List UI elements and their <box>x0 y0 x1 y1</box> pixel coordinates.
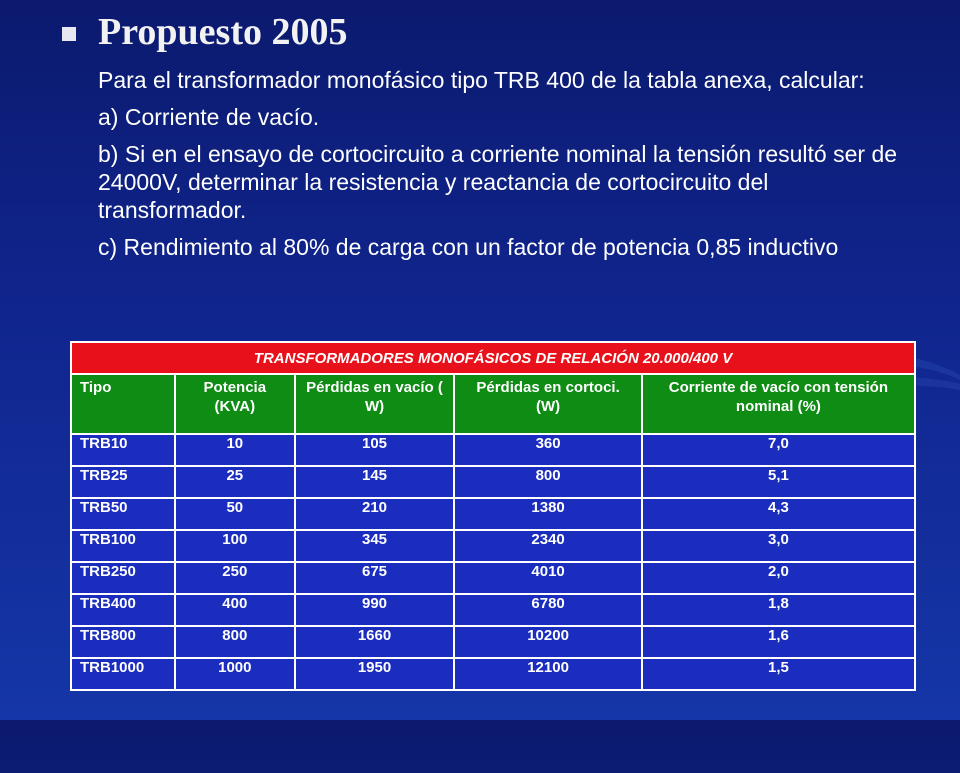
cell-tipo: TRB50 <box>71 498 175 530</box>
cell-perdidas-cortocircuito: 2340 <box>454 530 642 562</box>
header-potencia: Potencia (KVA) <box>175 374 295 434</box>
table-row <box>71 594 915 626</box>
cell-tipo: TRB400 <box>71 594 175 626</box>
cell-tipo: TRB800 <box>71 626 175 658</box>
table-row <box>71 498 915 530</box>
cell-perdidas-cortocircuito: 4010 <box>454 562 642 594</box>
header-perdidas-vacio: Pérdidas en vacío ( W) <box>295 374 455 434</box>
cell-perdidas-vacio: 675 <box>295 562 455 594</box>
paragraph-c: c) Rendimiento al 80% de carga con un factor de potencia 0,85 inductivo <box>98 234 839 260</box>
cell-tipo: TRB1000 <box>71 658 175 690</box>
cell-potencia: 1000 <box>175 658 295 690</box>
cell-corriente-vacio: 5,1 <box>642 466 915 498</box>
cell-tipo: TRB25 <box>71 466 175 498</box>
table-caption-row <box>71 342 915 374</box>
table-header-row <box>71 374 915 434</box>
cell-corriente-vacio: 4,3 <box>642 498 915 530</box>
table-row <box>71 434 915 466</box>
cell-tipo: TRB10 <box>71 434 175 466</box>
cell-perdidas-cortocircuito: 10200 <box>454 626 642 658</box>
cell-perdidas-vacio: 990 <box>295 594 455 626</box>
cell-potencia: 25 <box>175 466 295 498</box>
title-row <box>62 10 347 54</box>
table-caption: TRANSFORMADORES MONOFÁSICOS DE RELACIÓN 20.000/400 V <box>71 342 915 374</box>
cell-tipo: TRB100 <box>71 530 175 562</box>
paragraph-b: b) Si en el ensayo de cortocircuito a corriente nominal la tensión resultó ser de 24000V, determinar la resistencia y reactancia de cortocircuito del transformador. <box>98 141 898 223</box>
cell-corriente-vacio: 3,0 <box>642 530 915 562</box>
table-row <box>71 466 915 498</box>
table-row <box>71 658 915 690</box>
paragraph-a: a) Corriente de vacío. <box>98 104 320 130</box>
cell-corriente-vacio: 2,0 <box>642 562 915 594</box>
slide-title: Propuesto 2005 <box>98 11 348 53</box>
cell-perdidas-cortocircuito: 12100 <box>454 658 642 690</box>
cell-potencia: 400 <box>175 594 295 626</box>
paragraph-intro: Para el transformador monofásico tipo TRB 400 de la tabla anexa, calcular: <box>98 67 865 93</box>
cell-potencia: 100 <box>175 530 295 562</box>
cell-potencia: 50 <box>175 498 295 530</box>
table-row <box>71 562 915 594</box>
cell-corriente-vacio: 7,0 <box>642 434 915 466</box>
cell-potencia: 800 <box>175 626 295 658</box>
transformer-table <box>70 341 916 691</box>
cell-perdidas-vacio: 1950 <box>295 658 455 690</box>
header-perdidas-cortocircuito: Pérdidas en cortoci. (W) <box>454 374 642 434</box>
cell-perdidas-vacio: 105 <box>295 434 455 466</box>
header-corriente-vacio: Corriente de vacío con tensión nominal (%) <box>642 374 915 434</box>
cell-perdidas-vacio: 210 <box>295 498 455 530</box>
table-row <box>71 530 915 562</box>
cell-corriente-vacio: 1,6 <box>642 626 915 658</box>
cell-potencia: 250 <box>175 562 295 594</box>
cell-corriente-vacio: 1,8 <box>642 594 915 626</box>
cell-perdidas-cortocircuito: 1380 <box>454 498 642 530</box>
square-bullet-icon <box>62 27 76 41</box>
cell-perdidas-vacio: 145 <box>295 466 455 498</box>
cell-corriente-vacio: 1,5 <box>642 658 915 690</box>
header-tipo: Tipo <box>71 374 175 434</box>
cell-perdidas-vacio: 1660 <box>295 626 455 658</box>
cell-perdidas-cortocircuito: 800 <box>454 466 642 498</box>
cell-tipo: TRB250 <box>71 562 175 594</box>
cell-perdidas-cortocircuito: 6780 <box>454 594 642 626</box>
cell-perdidas-vacio: 345 <box>295 530 455 562</box>
table-row <box>71 626 915 658</box>
problem-statement <box>98 66 918 270</box>
cell-perdidas-cortocircuito: 360 <box>454 434 642 466</box>
cell-potencia: 10 <box>175 434 295 466</box>
